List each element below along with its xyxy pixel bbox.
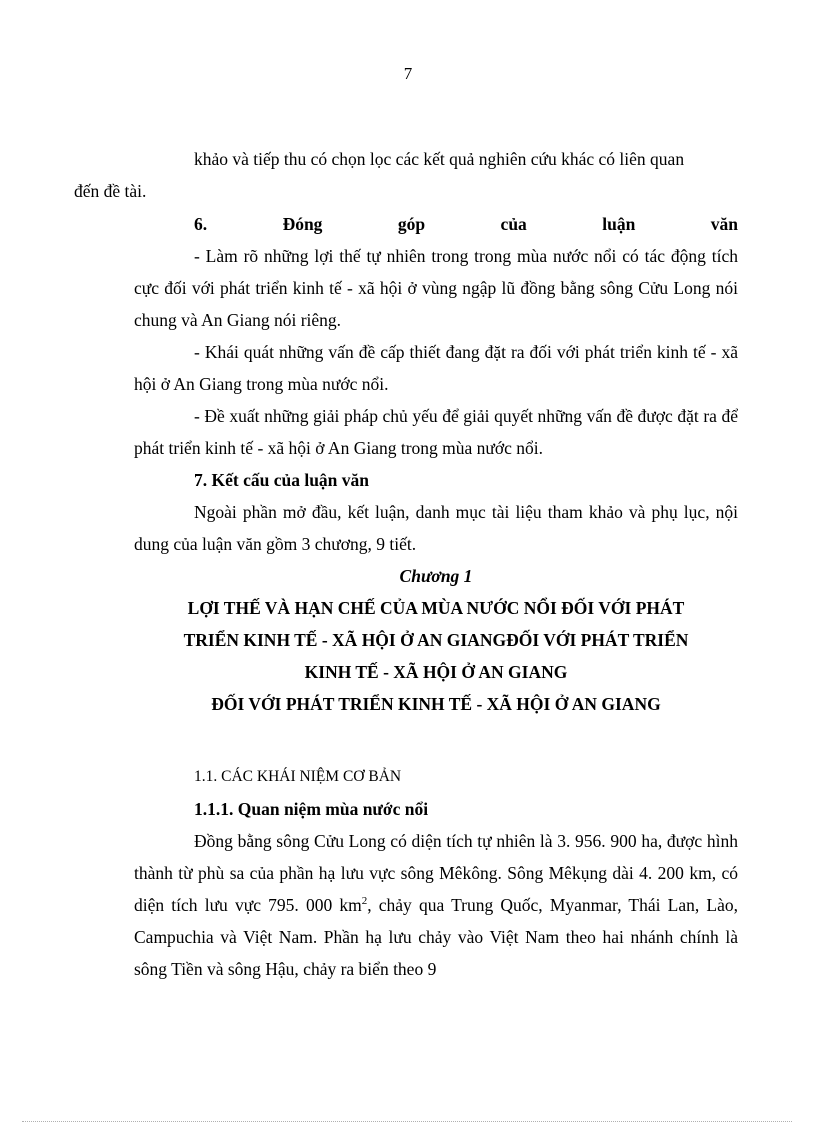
section-heading-1-1-1: 1.1.1. Quan niệm mùa nước nổi (194, 799, 429, 819)
page-number: 7 (403, 64, 413, 83)
chapter-title-line: KINH TẾ - XÃ HỘI Ở AN GIANG (304, 662, 568, 682)
page-bottom-rule (22, 1121, 792, 1122)
chapter-title (134, 592, 738, 720)
heading-word: Đóng (282, 214, 323, 234)
document-body (74, 143, 738, 985)
section-heading-7: 7. Kết cấu của luận văn (194, 470, 370, 490)
bullet-paragraph: - Làm rõ những lợi thế tự nhiên trong trong mùa nước nổi có tác động tích cực đối với phát triển kinh tế - xã hội ở vùng ngập lũ đồng bằng sông Cửu Long nói chung và An Giang nói riêng. (134, 246, 738, 330)
paragraph-text: Đồng bằng sông Cửu Long có diện tích tự nhiên là 3. 956. 900 ha, được hình thành từ phù sa của phần hạ lưu vực sông Mêkông. Sông Mêkụng dài 4. 200 km, có diện tích lưu vực 795. 000 km (134, 831, 738, 915)
paragraph-line: đến đề tài. (74, 181, 147, 201)
section-heading-1-1: 1.1. CÁC KHÁI NIỆM CƠ BẢN (194, 768, 402, 785)
superscript: 2 (361, 895, 368, 908)
paragraph-text: , chảy qua Trung Quốc, Myanmar, Thái Lan, Lào, Campuchia và Việt Nam. Phần hạ lưu chảy vào Việt Nam theo hai nhánh chính là sông Tiền và sông Hậu, chảy ra biển theo 9 (134, 895, 738, 979)
heading-word: góp (397, 214, 426, 234)
paragraph-line: khảo và tiếp thu có chọn lọc các kết quả nghiên cứu khác có liên quan (194, 149, 685, 169)
section-heading-6 (134, 208, 738, 240)
heading-number: 6. (194, 214, 208, 234)
chapter-title-line: LỢI THẾ VÀ HẠN CHẾ CỦA MÙA NƯỚC NỔI ĐỐI VỚI PHÁT (187, 598, 685, 618)
heading-word: văn (710, 214, 738, 234)
heading-word: luận (602, 214, 636, 234)
paragraph-continuation (74, 143, 738, 207)
paragraph: Ngoài phần mở đầu, kết luận, danh mục tài liệu tham khảo và phụ lục, nội dung của luận văn gồm 3 chương, 9 tiết. (134, 502, 738, 554)
heading-word: của (500, 214, 527, 234)
bullet-paragraph: - Khái quát những vấn đề cấp thiết đang đặt ra đối với phát triển kinh tế - xã hội ở An Giang trong mùa nước nổi. (134, 342, 738, 394)
chapter-label: Chương 1 (399, 566, 473, 586)
paragraph (134, 825, 738, 985)
chapter-title-line: ĐỐI VỚI PHÁT TRIỂN KINH TẾ - XÃ HỘI Ở AN GIANG (211, 694, 661, 714)
chapter-title-line: TRIỂN KINH TẾ - XÃ HỘI Ở AN GIANGĐỐI VỚI PHÁT TRIỂN (183, 630, 689, 650)
bullet-paragraph: - Đề xuất những giải pháp chủ yếu để giải quyết những vấn đề được đặt ra để phát triển kinh tế - xã hội ở An Giang trong mùa nước nổi. (134, 406, 738, 458)
